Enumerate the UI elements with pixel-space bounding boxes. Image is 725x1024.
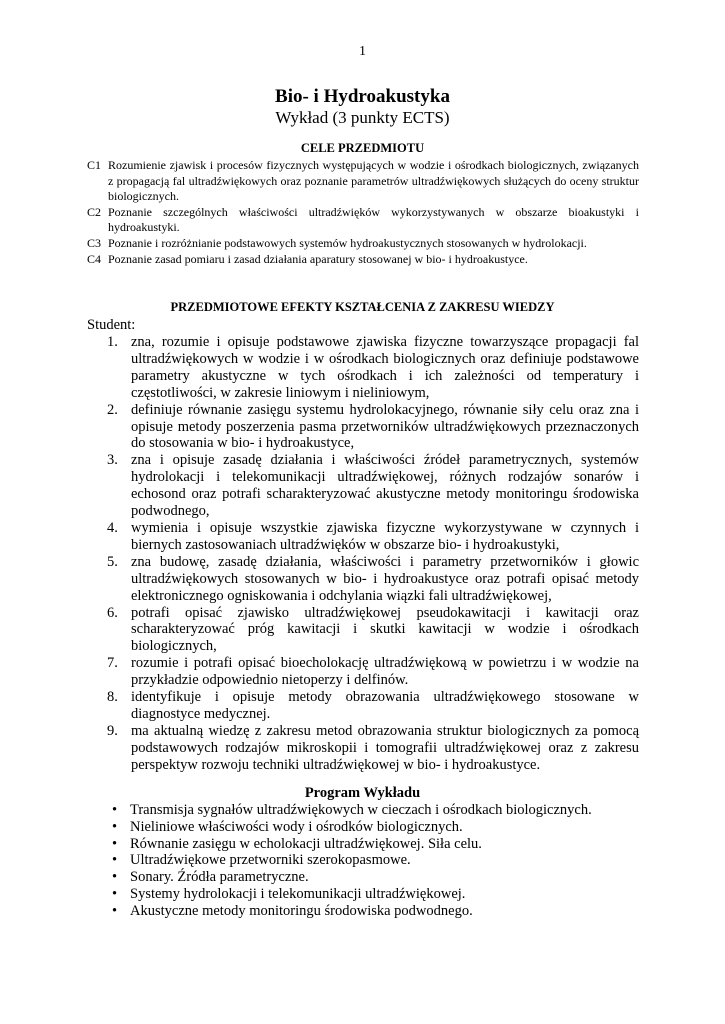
outcome-number: 2. bbox=[107, 401, 118, 418]
goal-item bbox=[87, 158, 639, 205]
outcome-text: potrafi opisać zjawisko ultradźwiękowej pseudokawitacji i kawitacji oraz scharakteryzować próg kawitacji i skutki kawitacji w wodzie i ośrodkach biologicznych, bbox=[131, 604, 639, 655]
program-heading: Program Wykładu bbox=[304, 785, 421, 801]
outcome-text: zna i opisuje zasadę działania i właściwości źródeł parametrycznych, systemów hydrolokacji i telekomunikacji ultradźwiękowej, różnych rodzajów sonarów i echosond oraz potrafi scharakteryzować akustyczne metody monitoringu środowiska podwodnego, bbox=[131, 452, 639, 520]
program-item-text: Systemy hydrolokacji i telekomunikacji ultradźwiękowej. bbox=[130, 885, 466, 902]
bullet-icon: • bbox=[112, 818, 118, 835]
program-item-text: Transmisja sygnałów ultradźwiękowych w cieczach i ośrodkach biologicznych. bbox=[130, 802, 592, 818]
program-item-text: Nieliniowe właściwości wody i ośrodków biologicznych. bbox=[130, 818, 463, 835]
goals-list bbox=[87, 158, 639, 267]
goal-code: C3 bbox=[87, 235, 102, 250]
document-subtitle: Wykład (3 punkty ECTS) bbox=[275, 108, 450, 127]
bullet-icon: • bbox=[112, 835, 118, 852]
bullet-icon: • bbox=[112, 885, 118, 902]
program-item bbox=[112, 886, 632, 903]
goal-code: C4 bbox=[87, 251, 102, 266]
outcome-item bbox=[107, 655, 639, 689]
outcome-item bbox=[107, 452, 639, 520]
program-item-text: Ultradźwiękowe przetworniki szerokopasmowe. bbox=[130, 852, 411, 869]
document-title: Bio- i Hydroakustyka bbox=[275, 86, 450, 107]
outcomes-list bbox=[107, 334, 639, 774]
page-number: 1 bbox=[359, 44, 366, 59]
outcome-number: 5. bbox=[107, 553, 118, 570]
outcome-item bbox=[107, 334, 639, 402]
program-item-text: Akustyczne metody monitoringu środowiska podwodnego. bbox=[130, 902, 473, 919]
bullet-icon: • bbox=[112, 802, 118, 818]
outcome-number: 4. bbox=[107, 519, 118, 536]
program-item bbox=[112, 802, 632, 819]
program-item bbox=[112, 836, 632, 853]
outcome-item bbox=[107, 520, 639, 554]
outcome-item bbox=[107, 402, 639, 453]
program-item-text: Równanie zasięgu w echolokacji ultradźwiękowej. Siła celu. bbox=[130, 835, 482, 852]
outcome-item bbox=[107, 605, 639, 656]
outcome-number: 1. bbox=[107, 334, 118, 350]
outcome-text: rozumie i potrafi opisać bioecholokację ultradźwiękową w powietrzu i w wodzie na przykładzie odpowiednio nietoperzy i delfinów. bbox=[131, 655, 639, 689]
outcome-text: ma aktualną wiedzę z zakresu metod obrazowania struktur biologicznych za pomocą podstawowych rodzajów mikroskopii i tomografii ultradźwiękowej oraz z zakresu perspektyw rozwoju techniki ultradźwiękowej w bio- i hydroakustyce. bbox=[131, 722, 639, 773]
bullet-icon: • bbox=[112, 852, 118, 869]
program-item bbox=[112, 869, 632, 886]
bullet-icon: • bbox=[112, 902, 118, 919]
program-item-text: Sonary. Źródła parametryczne. bbox=[130, 869, 309, 886]
program-item bbox=[112, 819, 632, 836]
bullet-icon: • bbox=[112, 869, 118, 886]
outcomes-lead: Student: bbox=[87, 317, 136, 333]
outcome-number: 8. bbox=[107, 689, 118, 706]
goal-item bbox=[87, 252, 639, 268]
goal-item bbox=[87, 205, 639, 236]
goals-heading: CELE PRZEDMIOTU bbox=[300, 141, 425, 155]
program-list bbox=[112, 802, 632, 920]
goal-text: Rozumienie zjawisk i procesów fizycznych występujących w wodzie i ośrodkach biologicznych, związanych z propagacją fal ultradźwiękowych oraz poznanie parametrów ultradźwiękowych służących do oceny struktur biologicznych. bbox=[108, 158, 639, 204]
program-item bbox=[112, 852, 632, 869]
outcome-text: definiuje równanie zasięgu systemu hydrolokacyjnego, równanie siły celu oraz zna i opisuje metody poszerzenia pasma przetworników ultradźwiękowych przeznaczonych do stosowania w bio- i hydroakustyce, bbox=[131, 401, 639, 452]
outcome-text: wymienia i opisuje wszystkie zjawiska fizyczne wykorzystywane w czynnych i biernych zastosowaniach ultradźwięków w obszarze bio- i hydroakustyki, bbox=[131, 519, 639, 553]
outcome-number: 9. bbox=[107, 722, 118, 739]
goal-item bbox=[87, 236, 639, 252]
outcomes-heading: PRZEDMIOTOWE EFEKTY KSZTAŁCENIA Z ZAKRESU WIEDZY bbox=[170, 300, 555, 314]
outcome-number: 6. bbox=[107, 604, 118, 621]
goal-code: C2 bbox=[87, 204, 102, 219]
goal-text: Poznanie i rozróżnianie podstawowych systemów hydroakustycznych stosowanych w hydrolokacji. bbox=[108, 235, 587, 250]
outcome-number: 3. bbox=[107, 452, 118, 469]
outcome-text: identyfikuje i opisuje metody obrazowania ultradźwiękowego stosowane w diagnostyce medycznej. bbox=[131, 689, 639, 722]
goal-text: Poznanie szczególnych właściwości ultradźwięków wykorzystywanych w obszarze bioakustyki i hydroakustyki. bbox=[108, 204, 639, 235]
goal-code: C1 bbox=[87, 158, 102, 172]
outcome-number: 7. bbox=[107, 655, 118, 672]
program-item bbox=[112, 903, 632, 920]
goal-text: Poznanie zasad pomiaru i zasad działania aparatury stosowanej w bio- i hydroakustyce. bbox=[108, 251, 528, 266]
outcome-item bbox=[107, 554, 639, 605]
outcome-item bbox=[107, 723, 639, 774]
outcome-item bbox=[107, 689, 639, 723]
outcome-text: zna budowę, zasadę działania, właściwości i parametry przetworników i głowic ultradźwiękowych stosowanych w bio- i hydroakustyce oraz potrafi opisać metody elektronicznego ogniskowania i odchylania wiązki fali ultradźwiękowej, bbox=[131, 553, 639, 604]
outcome-text: zna, rozumie i opisuje podstawowe zjawiska fizyczne towarzyszące propagacji fal ultradźwiękowych w wodzie i w ośrodkach biologicznych oraz definiuje podstawowe parametry akustyczne w tych ośrodkach i ich zależności od temperatury i częstotliwości, w zakresie liniowym i nieliniowym, bbox=[131, 334, 639, 401]
